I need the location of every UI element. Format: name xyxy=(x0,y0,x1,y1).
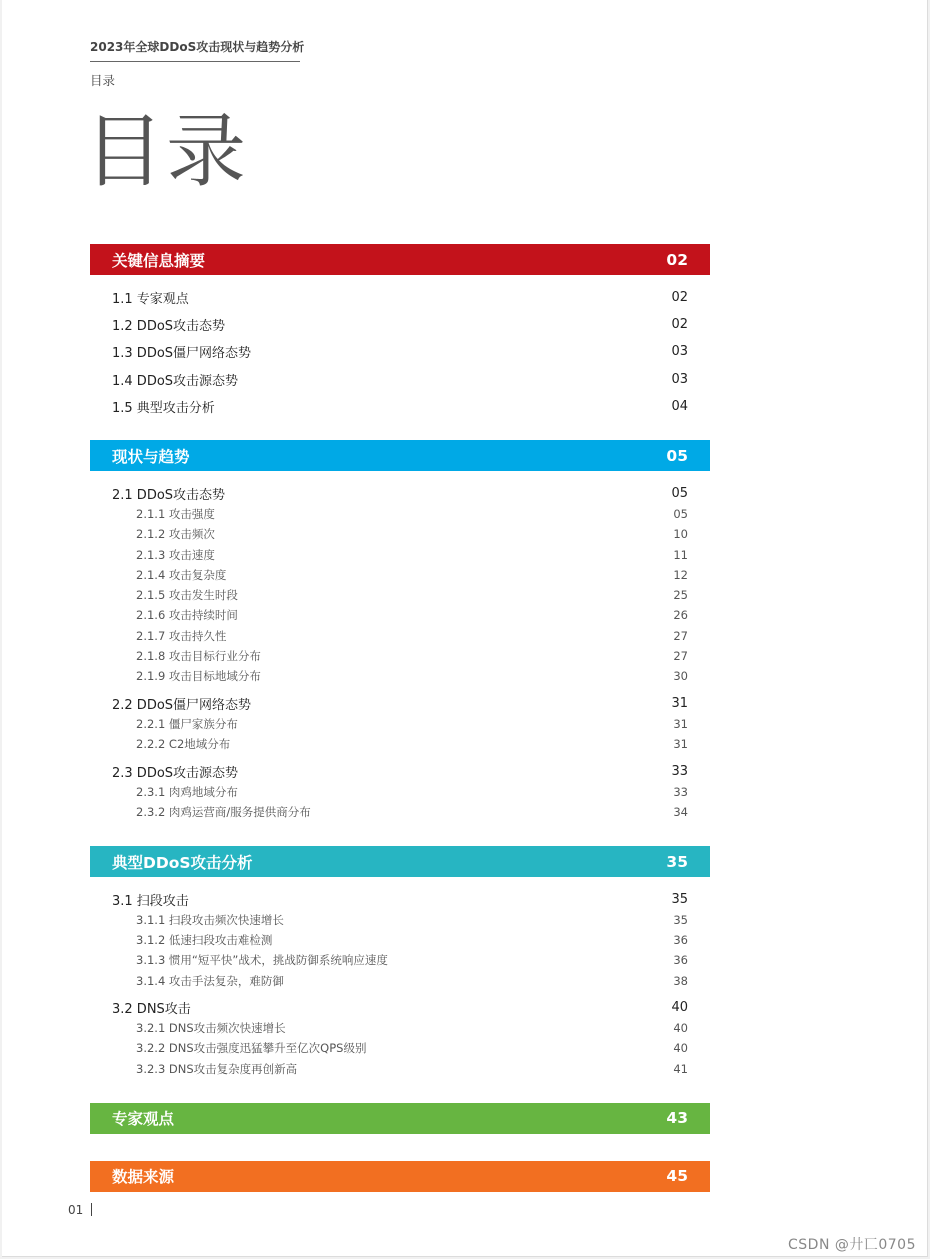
toc-entry-page: 35 xyxy=(671,891,688,907)
toc-subentry[interactable] xyxy=(112,605,688,625)
toc-subentry[interactable] xyxy=(112,930,688,950)
toc-entry-label: 3.2.1 DNS攻击频次快速增长 xyxy=(136,1021,286,1036)
toc-entry[interactable] xyxy=(112,998,688,1018)
toc-subentry[interactable] xyxy=(112,626,688,646)
page-number: 01 xyxy=(68,1203,84,1217)
toc-section-page: 43 xyxy=(666,1109,688,1128)
toc-entry[interactable] xyxy=(112,369,688,389)
toc-entry-page: 25 xyxy=(673,588,688,603)
toc-entry-page: 02 xyxy=(671,289,688,305)
header-subtitle: 目录 xyxy=(90,73,116,88)
toc-section-title: 现状与趋势 xyxy=(112,447,190,466)
toc-subentry[interactable] xyxy=(112,524,688,544)
toc-entry-page: 35 xyxy=(673,912,688,927)
toc-subentry[interactable] xyxy=(112,504,688,524)
toc-entry-label: 2.1.4 攻击复杂度 xyxy=(136,567,227,582)
toc-subentry[interactable] xyxy=(112,950,688,970)
toc-entry-label: 1.4 DDoS攻击源态势 xyxy=(112,373,239,389)
toc-subentry[interactable] xyxy=(112,1038,688,1058)
toc-entry-label: 2.2.2 C2地域分布 xyxy=(136,737,231,752)
toc-entry-page: 31 xyxy=(673,737,688,752)
toc-entry-page: 33 xyxy=(671,763,688,779)
toc-entry-page: 31 xyxy=(673,716,688,731)
toc-entry-page: 31 xyxy=(671,696,688,712)
toc-entry-label: 2.1.9 攻击目标地域分布 xyxy=(136,669,261,684)
toc-subentry[interactable] xyxy=(112,802,688,822)
toc-entry-label: 2.1.6 攻击持续时间 xyxy=(136,608,238,623)
toc-entry-label: 3.2.2 DNS攻击强度迅猛攀升至亿次QPS级别 xyxy=(136,1041,367,1056)
toc-subentry[interactable] xyxy=(112,666,688,686)
toc-subentry[interactable] xyxy=(112,565,688,585)
toc-entry[interactable] xyxy=(112,287,688,307)
toc-entry[interactable] xyxy=(112,761,688,781)
toc-entry-list xyxy=(90,275,710,416)
toc-entry-label: 1.3 DDoS僵尸网络态势 xyxy=(112,346,252,362)
toc-entry-label: 3.1.3 惯用“短平快”战术，挑战防御系统响应速度 xyxy=(136,953,388,968)
toc-section xyxy=(90,440,710,822)
toc-entry-label: 3.1 扫段攻击 xyxy=(112,893,189,909)
toc-entry-page: 05 xyxy=(673,506,688,521)
toc-entry-label: 2.1.3 攻击速度 xyxy=(136,547,215,562)
document-page xyxy=(2,0,928,1257)
toc-entry-page: 10 xyxy=(673,527,688,542)
toc-entry-page: 36 xyxy=(673,953,688,968)
toc-entry-label: 2.1.2 攻击频次 xyxy=(136,527,215,542)
toc-entry-page: 33 xyxy=(673,784,688,799)
toc-entry[interactable] xyxy=(112,889,688,909)
toc-entry-page: 27 xyxy=(673,649,688,663)
toc-entry-page: 02 xyxy=(671,316,688,332)
toc-entry[interactable] xyxy=(112,396,688,416)
toc-subentry[interactable] xyxy=(112,714,688,734)
toc-entry-label: 2.1.1 攻击强度 xyxy=(136,506,215,521)
toc-section-bar[interactable] xyxy=(90,846,710,877)
watermark: CSDN @廾匸0705 xyxy=(788,1237,916,1253)
toc-section-page: 35 xyxy=(666,852,688,871)
toc-entry-page: 26 xyxy=(673,608,688,623)
toc-entry-label: 2.2 DDoS僵尸网络态势 xyxy=(112,698,252,714)
toc-entry-label: 2.3.1 肉鸡地域分布 xyxy=(136,784,238,799)
toc-entry-page: 30 xyxy=(673,669,688,684)
toc-entry-page: 04 xyxy=(671,398,688,414)
toc-entry-label: 2.3.2 肉鸡运营商/服务提供商分布 xyxy=(136,805,311,820)
toc-subentry[interactable] xyxy=(112,1059,688,1079)
toc-entry-page: 36 xyxy=(673,932,688,947)
toc-section xyxy=(90,846,710,1079)
toc-subentry[interactable] xyxy=(112,1018,688,1038)
toc-entry[interactable] xyxy=(112,483,688,503)
toc-entry-page: 40 xyxy=(671,1000,688,1016)
toc-section-page: 45 xyxy=(666,1167,688,1186)
toc-section-title: 数据来源 xyxy=(112,1168,175,1187)
toc-subentry[interactable] xyxy=(112,782,688,802)
toc-entry-label: 3.2 DNS攻击 xyxy=(112,1002,191,1018)
toc-entry[interactable] xyxy=(112,342,688,362)
toc-section xyxy=(90,244,710,416)
toc-entry-page: 12 xyxy=(673,567,688,582)
document-title: 2023年全球DDoS攻击现状与趋势分析 xyxy=(90,38,300,62)
running-header xyxy=(90,38,305,89)
toc-entry-page: 40 xyxy=(673,1041,688,1056)
toc-section-bar[interactable] xyxy=(90,244,710,275)
toc-entry-label: 3.1.2 低速扫段攻击难检测 xyxy=(136,932,273,947)
toc-subentry[interactable] xyxy=(112,646,688,666)
toc-entry-label: 1.5 典型攻击分析 xyxy=(112,400,215,416)
toc-entry-page: 40 xyxy=(673,1021,688,1036)
toc-entry-list xyxy=(90,471,710,822)
toc-entry-label: 2.1.7 攻击持久性 xyxy=(136,628,227,643)
toc-section-title: 专家观点 xyxy=(112,1110,175,1129)
toc-entry-label: 2.2.1 僵尸家族分布 xyxy=(136,716,238,731)
toc-section xyxy=(90,1103,710,1134)
toc-entry-page: 38 xyxy=(673,973,688,988)
toc-entry-page: 27 xyxy=(673,628,688,643)
table-of-contents xyxy=(90,244,710,1192)
toc-subentry[interactable] xyxy=(112,970,688,990)
toc-entry-page: 34 xyxy=(673,805,688,820)
toc-subentry[interactable] xyxy=(112,585,688,605)
toc-entry-page: 41 xyxy=(673,1061,688,1076)
toc-subentry[interactable] xyxy=(112,734,688,754)
toc-entry-page: 03 xyxy=(671,344,688,360)
toc-entry-label: 3.2.3 DNS攻击复杂度再创新高 xyxy=(136,1061,298,1076)
toc-entry-label: 3.1.4 攻击手法复杂，难防御 xyxy=(136,973,284,988)
toc-entry-page: 11 xyxy=(673,547,688,562)
toc-subentry[interactable] xyxy=(112,910,688,930)
toc-entry-page: 05 xyxy=(671,486,688,502)
toc-entry[interactable] xyxy=(112,693,688,713)
footer-divider xyxy=(91,1203,92,1216)
toc-subentry[interactable] xyxy=(112,544,688,564)
toc-section-bar[interactable] xyxy=(90,1161,710,1192)
toc-section-title: 关键信息摘要 xyxy=(112,251,206,270)
toc-entry-label: 2.1.8 攻击目标行业分布 xyxy=(136,649,261,663)
toc-section-title: 典型DDoS攻击分析 xyxy=(112,853,253,872)
toc-entry[interactable] xyxy=(112,314,688,334)
toc-section-page: 05 xyxy=(666,446,688,465)
toc-entry-label: 3.1.1 扫段攻击频次快速增长 xyxy=(136,912,284,927)
toc-section xyxy=(90,1161,710,1192)
toc-entry-label: 2.1 DDoS攻击态势 xyxy=(112,488,226,504)
page-title: 目录 xyxy=(84,105,248,198)
toc-section-bar[interactable] xyxy=(90,440,710,471)
toc-entry-label: 2.3 DDoS攻击源态势 xyxy=(112,765,239,781)
toc-section-bar[interactable] xyxy=(90,1103,710,1134)
toc-entry-page: 03 xyxy=(671,371,688,387)
toc-entry-list xyxy=(90,877,710,1079)
toc-entry-label: 1.2 DDoS攻击态势 xyxy=(112,318,226,334)
toc-section-page: 02 xyxy=(666,250,688,269)
toc-entry-label: 2.1.5 攻击发生时段 xyxy=(136,588,238,603)
toc-entry-label: 1.1 专家观点 xyxy=(112,291,189,307)
